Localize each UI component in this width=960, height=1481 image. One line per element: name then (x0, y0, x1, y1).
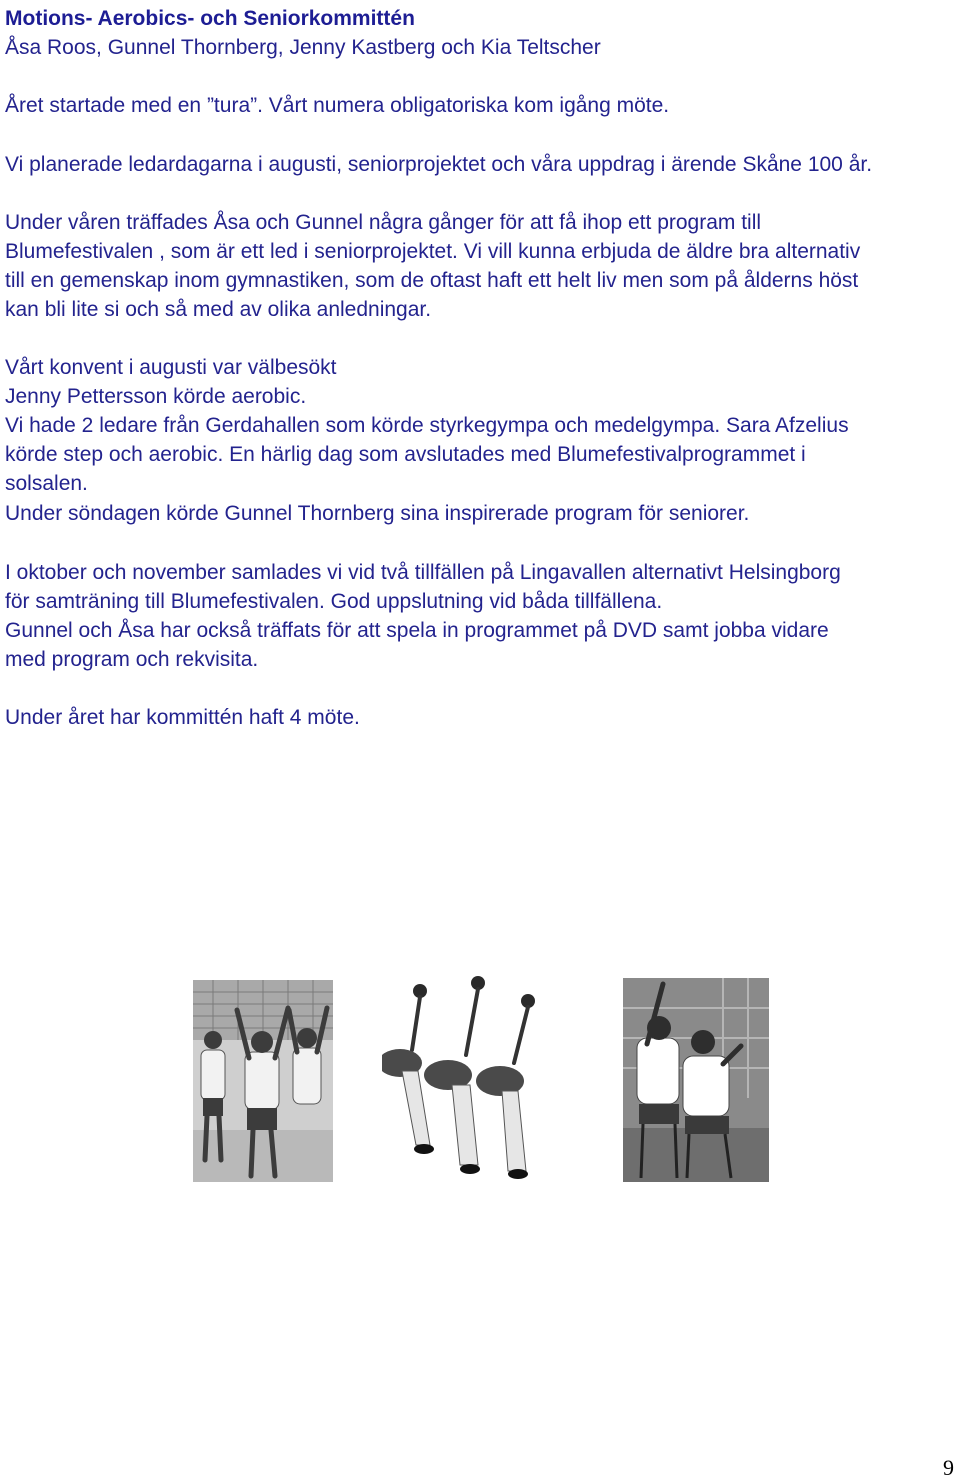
paragraph-line: Under söndagen körde Gunnel Thornberg sina inspirerade program för seniorer. (5, 502, 750, 525)
paragraph-line: till en gemenskap inom gymnastiken, som de oftast haft ett helt liv men som på ålderns höst (5, 269, 859, 292)
paragraph-line: I oktober och november samlades vi vid två tillfällen på Lingavallen alternativt Helsingborg (5, 561, 841, 584)
paragraph-line: för samträning till Blumefestivalen. God uppslutning vid båda tillfällena. (5, 590, 663, 613)
paragraph-line: Under året har kommittén haft 4 möte. (5, 706, 360, 729)
paragraph-line: Blumefestivalen , som är ett led i seniorprojektet. Vi vill kunna erbjuda de äldre bra alternativ (5, 240, 861, 263)
paragraph-line: solsalen. (5, 472, 88, 495)
paragraph-line: Året startade med en ”tura”. Vårt numera obligatoriska kom igång möte. (5, 94, 670, 117)
paragraph-line: Under våren träffades Åsa och Gunnel några gånger för att få ihop ett program till (5, 211, 762, 234)
paragraph-line: Gunnel och Åsa har också träffats för att spela in programmet på DVD samt jobba vidare (5, 619, 829, 642)
photo-side-bend-exercise (382, 975, 550, 1180)
paragraph-line: Vi planerade ledardagarna i augusti, seniorprojektet och våra uppdrag i ärende Skåne 100 år. (5, 153, 873, 176)
photo-gym-class (193, 980, 333, 1182)
section-title: Motions- Aerobics- och Seniorkommittén (5, 7, 415, 30)
photo-seated-seniors (623, 978, 769, 1182)
paragraph-line: körde step och aerobic. En härlig dag som avslutades med Blumefestivalprogrammet i (5, 443, 806, 466)
paragraph-line: Vårt konvent i augusti var välbesökt (5, 356, 337, 379)
paragraph-line: Vi hade 2 ledare från Gerdahallen som körde styrkegympa och medelgympa. Sara Afzelius (5, 414, 849, 437)
page-number: 9 (943, 1455, 954, 1480)
paragraph-line: kan bli lite si och så med av olika anledningar. (5, 298, 432, 321)
paragraph-line: Jenny Pettersson körde aerobic. (5, 385, 307, 408)
paragraph-line: med program och rekvisita. (5, 648, 259, 671)
committee-members: Åsa Roos, Gunnel Thornberg, Jenny Kastberg och Kia Teltscher (5, 36, 601, 59)
